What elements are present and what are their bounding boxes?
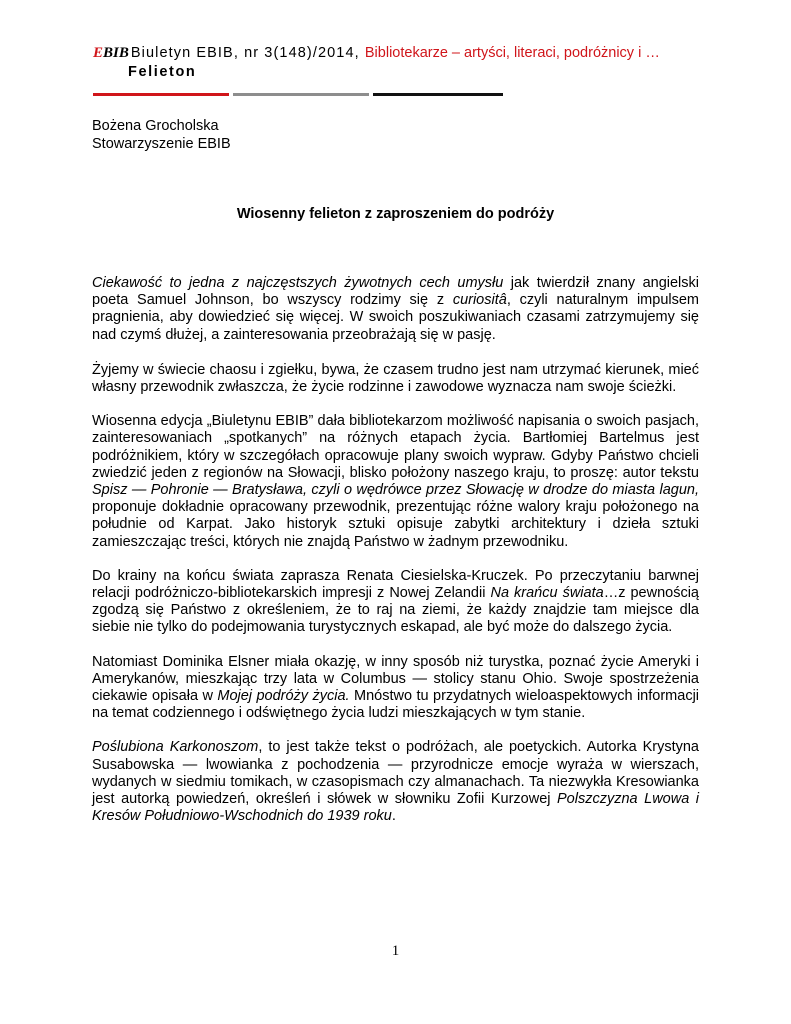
- article-ref-mojej-podrozy: Mojej podróży życia.: [217, 688, 350, 705]
- text-run: Wiosenna edycja „Biuletynu EBIB” dała bibliotekarzom możliwość napisania o swoich pasjach, zainteresowaniach „spotkanych” na różnych etapach życia. Bartłomiej Bartelmus jest podróżnikiem, który w szczegółach opracowuje plany swoich wypraw. Gdyby Państwo chcieli zwiedzić jeden z regionów na Słowacji, blisko położony naszego kraju, to proszę: autor tekstu: [92, 413, 699, 481]
- author-name: Bożena Grocholska: [92, 118, 219, 134]
- paragraph-3: [92, 413, 699, 551]
- article-ref-na-krancu-swiata: Na krańcu świata: [490, 585, 604, 602]
- section-label: Felieton: [128, 64, 197, 80]
- logo-letters-bib: BIB: [103, 45, 129, 61]
- latin-term: curiositâ: [452, 292, 507, 309]
- author-affiliation: Stowarzyszenie EBIB: [92, 136, 231, 152]
- text-run: Żyjemy w świecie chaosu i zgiełku, bywa, że czasem trudno jest nam utrzymać kierunek, mieć własny przewodnik zwłaszcza, że życie rodzinne i zawodowe wyznacza nam swoje ścieżki.: [92, 361, 699, 396]
- page-number: 1: [391, 943, 400, 959]
- paragraph-6: [92, 739, 699, 825]
- article-title: Wiosenny felieton z zaproszeniem do podróży: [236, 206, 555, 222]
- dictionary-title: Polszczyzna Lwowa i Kresów Południowo-Wschodnich do 1939 roku: [92, 791, 700, 825]
- text-run: .: [391, 808, 396, 825]
- logo-letter-e: E: [93, 45, 104, 61]
- page-header: [93, 44, 713, 82]
- header-rule-red: [93, 93, 229, 96]
- text-run: Natomiast Dominika Elsner miała okazję, w inny sposób niż turystka, poznać życie Ameryki i Amerykanów, mieszkając trzy lata w Columbus — stolicy stanu Ohio. Swoje spostrzeżenia ciekawie opisała w: [92, 653, 699, 705]
- header-rule-gray: [233, 93, 369, 96]
- paragraph-5: [92, 654, 699, 723]
- text-run: proponuje dokładnie opracowany przewodnik, prezentując różne walory kraju położonego na południe od Karpat. Jako historyk sztuki opisuje zabytki architektury i dzieła sztuki zamieszczając treści, których nie znajdą Państwo w żadnym przewodniku.: [92, 499, 699, 550]
- journal-issue: Biuletyn EBIB, nr 3(148)/2014,: [130, 45, 360, 61]
- text-run: Mnóstwo tu przydatnych wieloaspektowych informacji na temat codziennego i odświętnego życia ludzi mieszkających w tym stanie.: [92, 688, 700, 722]
- author-block: [92, 117, 231, 153]
- article-ref-poslubiona: Poślubiona Karkonoszom: [92, 739, 259, 756]
- text-run: , to jest także tekst o podróżach, ale poetyckich. Autorka Krystyna Susabowska — lwowianka z pochodzenia — przyrodnicze emocje wyraża w wierszach, wydanych w siedmiu tomikach, w czasopismach czy almanachach. Ta niezwykła Kresowianka jest autorką powiedzeń, określeń i słówek w słowniku Zofii Kurzowej: [92, 739, 699, 808]
- text-run: …z pewnością zgodzą się Państwo z określeniem, że to raj na ziemi, że każdy znajdzie tam miejsce dla siebie nie tylko do podejmowania turystycznych eskapad, ale być może do dalszego życia.: [92, 585, 699, 636]
- article-body: [92, 275, 699, 842]
- paragraph-1: [92, 275, 699, 344]
- issue-topic: Bibliotekarze – artyści, literaci, podróżnicy i …: [364, 45, 660, 61]
- paragraph-4: [92, 568, 699, 637]
- paragraph-2: [92, 362, 699, 396]
- text-run: jak twierdził znany angielski poeta Samuel Johnson, bo wszyscy rodzimy się z: [92, 275, 699, 309]
- text-run: , czyli naturalnym impulsem pragnienia, aby dowiedzieć się więcej. W swoich poszukiwaniach czasami zatrzymujemy się nad czymś dłużej, a zainteresowania przeobrażają się w pasję.: [92, 292, 700, 343]
- text-run: Do krainy na końcu świata zaprasza Renata Ciesielska-Kruczek. Po przeczytaniu barwnej relacji podróżniczo-bibliotekarskich impresji z Nowej Zelandii: [92, 567, 699, 602]
- ebib-logo: [93, 44, 129, 62]
- header-line: [93, 44, 713, 62]
- header-rule-black: [373, 93, 503, 96]
- article-ref-spisz: Spisz — Pohronie — Bratysława, czyli o wędrówce przez Słowację w drodze do miasta lagun,: [92, 482, 699, 499]
- quote-italic: Ciekawość to jedna z najczęstszych żywotnych cech umysłu: [92, 275, 504, 291]
